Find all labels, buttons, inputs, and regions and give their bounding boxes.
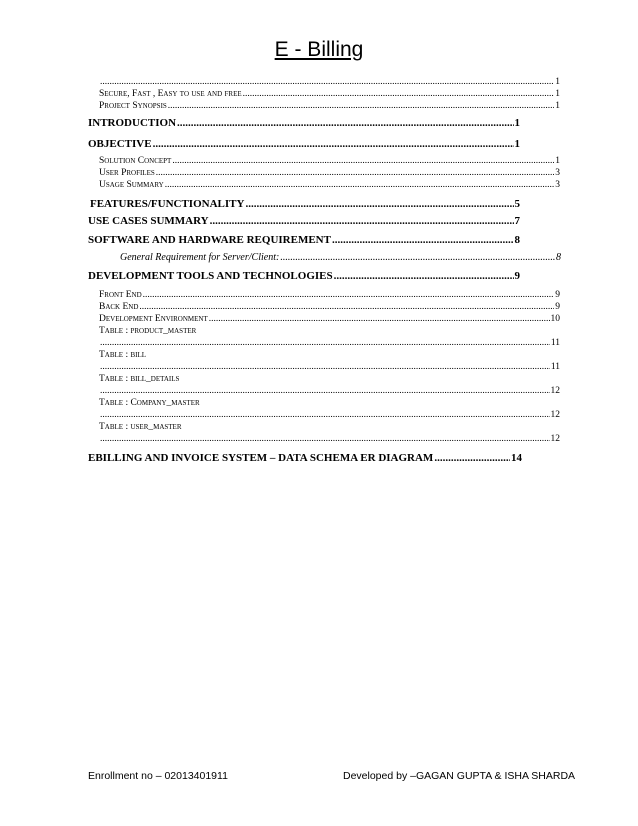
toc-entry[interactable] bbox=[99, 338, 560, 348]
toc-entry[interactable] bbox=[99, 77, 560, 87]
toc-entry-page: 7 bbox=[514, 215, 520, 227]
toc-leader-dots bbox=[434, 452, 510, 464]
toc-leader-dots bbox=[210, 215, 514, 227]
toc-entry[interactable] bbox=[99, 434, 560, 444]
toc-entry-page: 11 bbox=[550, 362, 560, 372]
toc-entry-page: 12 bbox=[550, 434, 560, 444]
toc-entry[interactable] bbox=[99, 89, 560, 99]
toc-entry-page: 9 bbox=[555, 290, 560, 300]
toc-entry-label: Secure, Fast , Easy to use and free bbox=[99, 89, 242, 99]
toc-entry-label: USE CASES SUMMARY bbox=[88, 215, 209, 227]
toc-entry-label: SOFTWARE AND HARDWARE REQUIREMENT bbox=[88, 234, 331, 246]
toc-entry-page: 10 bbox=[550, 314, 560, 324]
toc-entry-label: FEATURES/FUNCTIONALITY bbox=[90, 198, 245, 210]
toc-entry-page: 3 bbox=[555, 180, 560, 190]
toc-entry-label: Solution Concept bbox=[99, 156, 172, 166]
toc-entry[interactable] bbox=[99, 362, 560, 372]
toc-entry-label: Usage Summary bbox=[99, 180, 164, 190]
toc-entry-label: Back End bbox=[99, 302, 139, 312]
toc-entry[interactable] bbox=[99, 290, 560, 300]
toc-entry-label: Development Environment bbox=[99, 314, 208, 324]
toc-entry-page: 11 bbox=[550, 338, 560, 348]
toc-entry-label: Table : bill bbox=[99, 350, 147, 360]
toc-entry-page: 12 bbox=[550, 386, 560, 396]
toc-leader-dots bbox=[100, 338, 550, 348]
toc-entry-page: 9 bbox=[555, 302, 560, 312]
toc-entry-label: Table : Company_master bbox=[99, 398, 200, 408]
toc-entry-label: Table : bill_details bbox=[99, 374, 180, 384]
toc-entry-label: User Profiles bbox=[99, 168, 155, 178]
toc-entry-label: Table : product_master bbox=[99, 326, 197, 336]
toc-entry[interactable] bbox=[99, 386, 560, 396]
toc-leader-dots bbox=[168, 101, 554, 111]
toc-leader-dots bbox=[143, 290, 555, 300]
toc-entry-label: INTRODUCTION bbox=[88, 117, 177, 129]
toc-entry[interactable] bbox=[88, 452, 522, 464]
toc-entry[interactable] bbox=[88, 234, 520, 246]
toc-entry[interactable] bbox=[88, 138, 520, 150]
toc-entry[interactable] bbox=[88, 117, 520, 129]
toc-entry-page: 8 bbox=[514, 234, 520, 246]
footer-developed-by: Developed by –GAGAN GUPTA & ISHA SHARDA bbox=[343, 770, 576, 782]
toc-entry-page: 12 bbox=[550, 410, 560, 420]
toc-entry-label: Front End bbox=[99, 290, 142, 300]
toc-entry-label: Project Synopsis bbox=[99, 101, 167, 111]
toc-entry[interactable] bbox=[88, 215, 520, 227]
toc-entry-page: 1 bbox=[555, 156, 560, 166]
toc-entry-page: 14 bbox=[511, 452, 522, 464]
toc-entry-page: 1 bbox=[514, 138, 520, 150]
toc-leader-dots bbox=[100, 434, 550, 444]
toc-leader-dots bbox=[156, 168, 555, 178]
toc-leader-dots bbox=[139, 302, 554, 312]
toc-leader-dots bbox=[209, 314, 550, 324]
footer-enrollment: Enrollment no – 02013401911 bbox=[88, 770, 228, 782]
toc-entry-page: 1 bbox=[555, 89, 560, 99]
toc-entry[interactable] bbox=[120, 252, 561, 263]
toc-entry-page: 3 bbox=[555, 168, 560, 178]
toc-leader-dots bbox=[100, 77, 554, 87]
toc-entry-page: 1 bbox=[555, 77, 560, 87]
toc-entry[interactable] bbox=[99, 410, 560, 420]
toc-entry-label: OBJECTIVE bbox=[88, 138, 152, 150]
toc-entry-page: 8 bbox=[556, 252, 561, 263]
toc-entry[interactable] bbox=[99, 101, 560, 111]
toc-leader-dots bbox=[332, 234, 514, 246]
toc-entry-label: DEVELOPMENT TOOLS AND TECHNOLOGIES bbox=[88, 270, 333, 282]
document-title: E - Billing bbox=[274, 38, 364, 61]
toc-entry-page: 1 bbox=[555, 101, 560, 111]
toc-leader-dots bbox=[100, 386, 550, 396]
toc-entry-page: 5 bbox=[514, 198, 520, 210]
toc-leader-dots bbox=[153, 138, 514, 150]
toc-entry-label: EBILLING AND INVOICE SYSTEM – DATA SCHEMA ER DIAGRAM bbox=[88, 452, 434, 464]
toc-leader-dots bbox=[243, 89, 555, 99]
toc-leader-dots bbox=[280, 252, 555, 263]
toc-leader-dots bbox=[172, 156, 554, 166]
toc-entry[interactable] bbox=[88, 270, 520, 282]
toc-entry-page: 1 bbox=[514, 117, 520, 129]
toc-leader-dots bbox=[334, 270, 514, 282]
toc-entry[interactable] bbox=[90, 198, 520, 210]
toc-leader-dots bbox=[245, 198, 513, 210]
toc-entry[interactable] bbox=[99, 168, 560, 178]
toc-leader-dots bbox=[100, 410, 550, 420]
toc-entry[interactable] bbox=[99, 156, 560, 166]
toc-entry[interactable] bbox=[99, 180, 560, 190]
toc-entry-page: 9 bbox=[514, 270, 520, 282]
toc-leader-dots bbox=[100, 362, 550, 372]
toc-entry[interactable] bbox=[99, 314, 560, 324]
toc-entry-label: General Requirement for Server/Client: bbox=[120, 252, 280, 263]
toc-entry[interactable] bbox=[99, 302, 560, 312]
toc-entry-label: Table : user_master bbox=[99, 422, 182, 432]
toc-leader-dots bbox=[177, 117, 513, 129]
toc-leader-dots bbox=[165, 180, 555, 190]
